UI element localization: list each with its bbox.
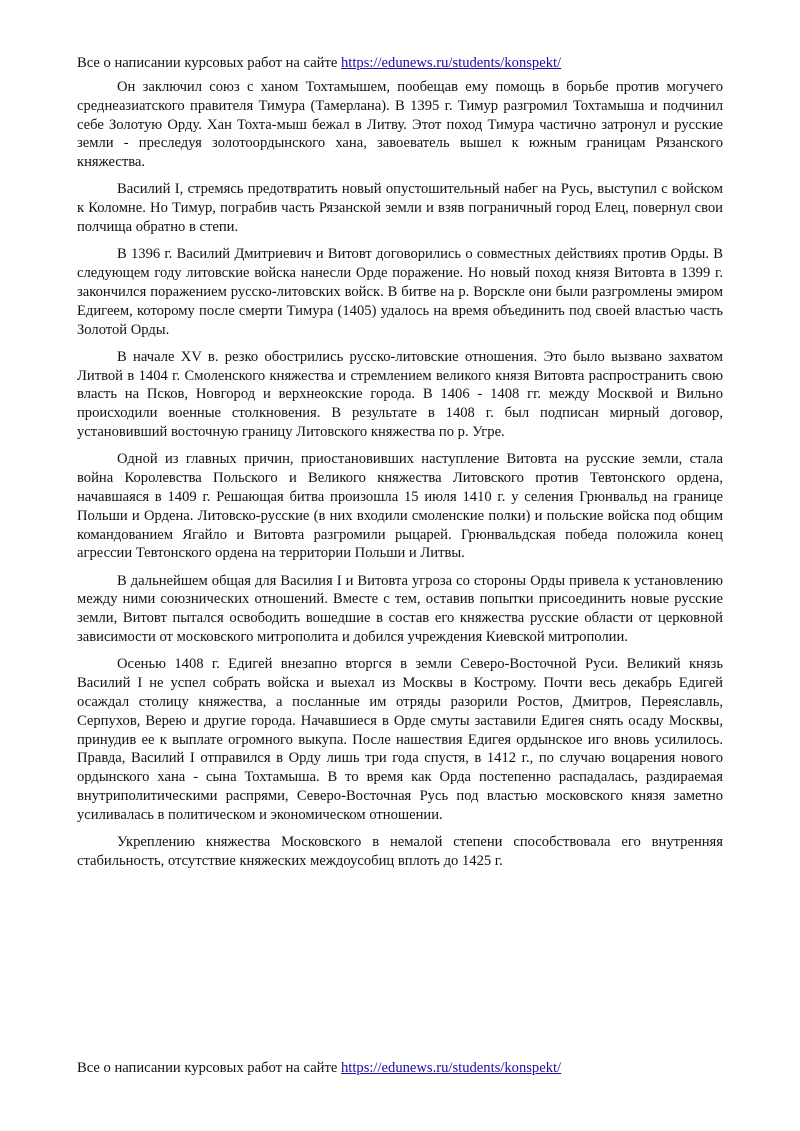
paragraph-8: Укреплению княжества Московского в немалой степени способствовала его внутренняя стабильность, отсутствие княжеских междоусобиц вплоть до 1425 г. <box>77 833 723 869</box>
footer-text: Все о написании курсовых работ на сайте <box>77 1060 341 1076</box>
paragraph-5: Одной из главных причин, приостановивших наступление Витовта на русские земли, стала война Королевства Польского и Великого княжества Литовского против Тевтонского ордена, начавшаяся в 1409 г. Решающая битва произошла 15 июля 1410 г. у селения Грюнвальд на границе Польши и Ордена. Литовско-русские (в них входили смоленские полки) и польские войска под общим командованием Ягайло и Витовта разгромили рыцарей. Грюнвальдская победа положила конец агрессии Тевтонского ордена на территории Польши и Литвы. <box>77 451 723 562</box>
paragraph-1: Он заключил союз с ханом Тохтамышем, пообещав ему помощь в борьбе против могучего среднеазиатского правителя Тимура (Тамерлана). В 1395 г. Тимур разгромил Тохтамыша и подчинил себе Золотую Орду. Хан Тохта-мыш бежал в Литву. Этот поход Тимура частично затронул и русские земли - преследуя золотоордынского хана, завоеватель вышел к южным границам Рязанского княжества. <box>77 79 723 171</box>
footer-link[interactable]: https://edunews.ru/students/konspekt/ <box>341 1060 562 1076</box>
page-footer <box>77 1059 740 1077</box>
paragraph-3: В 1396 г. Василий Дмитриевич и Витовт договорились о совместных действиях против Орды. В следующем году литовские войска нанесли Орде поражение. Но новый поход князя Витовта в 1399 г. закончился поражением русско-литовских войск. В битве на р. Ворскле они были разгромлены эмиром Едигеем, которому после смерти Тимура (1405) удалось на время объединить под своей властью часть Золотой Орды. <box>77 246 723 338</box>
paragraph-7: Осенью 1408 г. Едигей внезапно вторгся в земли Северо-Восточной Руси. Великий князь Василий I не успел собрать войска и выехал из Москвы в Кострому. Почти весь декабрь Едигей осаждал столицу княжества, а посланные им отряды разорили Ростов, Дмитров, Переяславль, Серпухов, Верею и другие города. Начавшиеся в Орде смуты заставили Едигея снять осаду Москвы, принудив ее к выплате огромного выкупа. После нашествия Едигея ордынское иго вновь усилилось. Правда, Василий I отправился в Орду лишь три года спустя, в 1412 г., по случаю воцарения нового ордынского хана - сына Тохтамыша. В то время как Орда постепенно распадалась, раздираемая внутриполитическими распрями, Северо-Восточная Русь под властью московского князя заметно усиливалась в политическом и экономическом отношении. <box>77 656 723 823</box>
header-link[interactable]: https://edunews.ru/students/konspekt/ <box>341 55 562 71</box>
document-body <box>77 78 723 879</box>
page-header <box>77 54 740 72</box>
paragraph-2: Василий I, стремясь предотвратить новый опустошительный набег на Русь, выступил с войском к Коломне. Но Тимур, пограбив часть Рязанской земли и взяв пограничный город Елец, повернул свои полчища обратно в степи. <box>77 181 723 236</box>
header-text: Все о написании курсовых работ на сайте <box>77 55 341 71</box>
paragraph-4: В начале XV в. резко обострились русско-литовские отношения. Это было вызвано захватом Литвой в 1404 г. Смоленского княжества и стремлением великого князя Витовта распространить свою власть на Псков, Новгород и верхнеокские города. В 1406 - 1408 гг. между Москвой и Вильно происходили военные столкновения. В результате в 1408 г. был подписан мирный договор, установивший восточную границу Литовского княжества по р. Угре. <box>77 348 723 441</box>
paragraph-6: В дальнейшем общая для Василия I и Витовта угроза со стороны Орды привела к установлению между ними союзнических отношений. Вместе с тем, оставив попытки присоединить новые русские земли, Витовт пытался освободить вошедшие в состав его княжества русские области от церковной зависимости от московского митрополита и добился учреждения Киевской митрополии. <box>77 572 723 646</box>
